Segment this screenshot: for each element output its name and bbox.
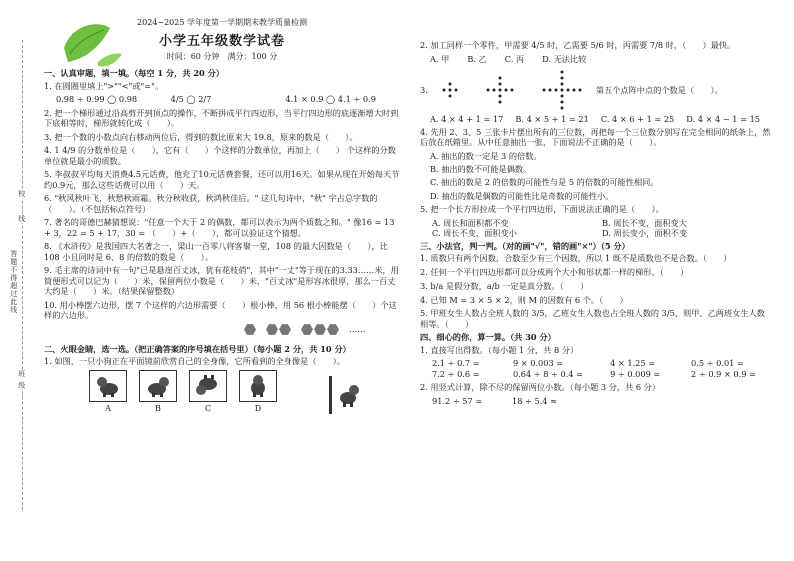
choice[interactable]: C. 4 × 6 + 1 = 25 [600, 113, 675, 124]
hexagon-icon [266, 324, 278, 336]
calc-item[interactable]: 0.64 ÷ 8 ÷ 0.4 = [512, 368, 583, 379]
mirror-label: C [204, 404, 212, 413]
calc-item[interactable]: 4 × 1.25 = [610, 358, 656, 369]
question-2-1: 1. 如图，一只小狗正在平面镜前欣赏自己的全身像，它所看到的全身像是（ ）。 [44, 355, 346, 366]
binding-label-class: 班 级 [17, 370, 26, 390]
hexagon-icon [314, 324, 326, 336]
mirror-reference [329, 376, 366, 414]
hexagon-group-3 [301, 324, 339, 336]
choice[interactable]: C. 丙 [504, 53, 525, 64]
question-1-7: 7. 著名的哥德巴赫猜想说："任意一个大于 2 的偶数，都可以表示为两个质数之和。" 像16 = 13 + 3，22 = 5 + 17，30 = （ ）+（ ），都可以验证这个猜想。 [44, 217, 395, 238]
exam-meta: 时间：60 分钟 满分：100 分 [166, 52, 278, 62]
question-1-1: 1. 在圆圈里填上">""<"或"="。 [44, 80, 164, 91]
judge-3: 3. b/a 是假分数，a/b 一定是真分数。（ ） [420, 280, 589, 291]
mirror-option-b[interactable] [139, 370, 177, 414]
right-column [420, 40, 772, 409]
mirror-options [44, 370, 400, 414]
binding-label-line: 线 [17, 215, 26, 223]
choice[interactable]: D. 无法比较 [542, 53, 587, 64]
calc-item[interactable]: 18 ÷ 5.4 ≈ [512, 395, 557, 406]
dog-icon [89, 370, 127, 402]
mirror-label: D [254, 404, 262, 413]
choice[interactable]: B. 抽出的数不可能是偶数。 [430, 164, 532, 174]
calc-2: 2. 用竖式计算，除不尽的保留两位小数。（每小题 3 分，共 6 分） [420, 381, 661, 392]
mirror-label: B [155, 404, 161, 413]
judge-2: 2. 任何一个平行四边形都可以分成两个大小和形状都一样的梯形。（ ） [420, 267, 689, 277]
hexagon-ellipsis: …… [349, 324, 366, 335]
question-2-5: 5. 把一个长方形拉成一个平行四边形，下面说法正确的是（ ）。 [420, 203, 664, 214]
calc-item[interactable]: 7.2 ÷ 0.6 = [432, 368, 480, 379]
binding-label-warning: 答题不得超过此线 [9, 250, 18, 314]
exam-subtitle: 2024~2025 学年度第一学期期末教学质量检测 [137, 18, 307, 27]
dog-icon [139, 370, 177, 402]
choice[interactable]: A. 抽出的数一定是 3 的倍数。 [430, 150, 542, 161]
binding-label-school: 校 [17, 190, 26, 198]
choice[interactable]: A. 甲 [430, 53, 450, 64]
dog-icon [239, 370, 277, 402]
compare-item[interactable]: 4/5 ◯ 2/7 [170, 94, 212, 105]
section-4-title: 四、细心的你，算一算。（共 30 分） [420, 332, 556, 343]
mirror-option-a[interactable] [89, 370, 127, 414]
calc-item[interactable]: 0.5 ÷ 0.01 = [691, 358, 744, 369]
calc-item[interactable]: 9 ÷ 0.009 = [610, 368, 661, 379]
question-2-3-number: 3. [420, 84, 428, 95]
choice[interactable]: D. 抽出的数是偶数的可能性比是奇数的可能性小。 [430, 190, 614, 201]
question-1-3: 3. 把一个数的小数点向右移动两位后，得到的数比原来大 19.8，原来的数是（ ）。 [44, 131, 358, 142]
binding-dashed-line [22, 40, 23, 510]
question-1-10: 10. 用小棒摆六边形，摆 7 个这样的六边形需要（ ）根小棒，用 56 根小棒能摆（ ）个这样的六边形。 [44, 299, 397, 320]
choice[interactable]: C. 抽出的数是 2 的倍数的可能性与是 5 的倍数的可能性相同。 [430, 177, 659, 188]
compare-item[interactable]: 0.98 ÷ 0.99 ◯ 0.98 [56, 94, 138, 105]
calc-item[interactable]: 2.1 ÷ 0.7 = [432, 358, 480, 369]
dot-pattern-3 [542, 70, 582, 110]
question-2-3 [420, 70, 772, 110]
dot-pattern-1 [442, 82, 458, 98]
question-1-4-line1: 4. 1 4/9 的分数单位是（ ），它有（ ）个这样的分数单位，再加上（ ） [44, 145, 345, 156]
hexagon-group-2 [266, 324, 291, 336]
judge-1: 1. 质数只有两个因数，合数至少有三个因数，所以 1 既不是质数也不是合数。（ ） [420, 253, 732, 264]
hexagon-icon [301, 324, 313, 336]
choice[interactable]: B. 乙 [467, 53, 487, 64]
question-1-6: 6. "秋风秋叶飞，秋愁秋雨霜。秋分秋收获，秋鸿秋佳后。" 这几句诗中，"秋" 字占总字数的（ ）。（不包括标点符号） [44, 193, 378, 214]
question-2-4: 4. 先用 2、3、5 三张卡片摆出所有的三位数，再把每一个三位数分别写在完全相同的纸条上，然后放在纸箱里。从中任意抽出一张，下面说法不正确的是（ ）。 [420, 126, 771, 147]
question-2-3-choices [420, 114, 772, 124]
dog-icon [189, 370, 227, 402]
mirror-icon [329, 376, 366, 414]
choice[interactable]: C. 周长不变，面积变小 [432, 227, 517, 238]
hexagon-group-1 [244, 324, 256, 336]
section-3-title: 三、小法官，判一判。（对的画"√"，错的画"×"）（5 分） [420, 241, 630, 251]
question-1-8: 8. 《水浒传》是我国四大名著之一，梁山一百零八将客聚一堂，108 的最大因数是（ ），比 108 小且同时是 6、8 的倍数的数是（ ）。 [44, 241, 388, 262]
hexagon-icon [327, 324, 339, 336]
question-2-2: 2. 加工同样一个零件，甲需要 4/5 时，乙需要 5/6 时，丙需要 7/8 时，（ ）最快。 [420, 40, 736, 50]
judge-5: 5. 甲班女生人数占全班人数的 3/5，乙班女生人数也占全班人数的 3/5，则甲、乙两班女生人数相等。（ ） [420, 308, 765, 329]
binding-margin [8, 40, 34, 510]
hexagon-icon [279, 324, 291, 336]
choice[interactable]: A. 周长和面积都不变 [432, 217, 509, 228]
hexagon-icon [244, 324, 256, 336]
question-1-2: 2. 把一个梯形通过沿高剪开到顶点的操作，不断拼成平行四边形，当平行四边形的底逐渐增大时到下底相等时，梯形就转化成（ ）。 [44, 107, 399, 128]
hexagon-pattern [44, 324, 400, 336]
question-2-5-choices [420, 218, 772, 239]
question-1-4 [44, 145, 400, 166]
calc-2-items [420, 396, 592, 406]
compare-items [44, 94, 400, 104]
calc-item[interactable]: 9 × 0.003 = [512, 358, 564, 369]
question-1-5: 5. 李叔叔平均每天消费4.5元话费，他充了10元话费套餐，还可以用16天。如果从现在开始每天节约0.9元，那么这些话费可以用（ ）天。 [44, 169, 400, 190]
choice[interactable]: A. 4 × 4 + 1 = 17 [430, 113, 504, 124]
calc-item[interactable]: 2 ÷ 0.9 × 0.9 = [691, 368, 756, 379]
judge-4: 4. 已知 M = 3 × 5 × 2，则 M 的因数有 6 个。（ ） [420, 294, 628, 305]
calc-1-items [420, 358, 772, 379]
exam-title: 小学五年级数学试卷 [158, 34, 285, 49]
question-2-2-choices [420, 54, 772, 64]
section-2-title: 二、火眼金睛，选一选。（把正确答案的序号填在括号里）（每小题 2 分，共 10 分） [44, 343, 351, 354]
choice[interactable]: B. 周长不变，面积变大 [602, 217, 687, 228]
left-column [44, 18, 400, 414]
choice[interactable]: D. 4 × 4 − 1 = 15 [686, 113, 760, 124]
exam-header [44, 18, 400, 62]
mirror-option-d[interactable] [239, 370, 277, 414]
mirror-label: A [105, 404, 111, 413]
section-1-title: 一、认真审题，填一填。（每空 1 分，共 20 分） [44, 68, 224, 79]
question-1-9: 9. 毛主席的诗词中有一句"已是悬崖百丈冰，犹有花枝俏"，其中"一丈"等于现在的3.33……米，用简便形式可以记为（ ）米，保留两位小数是（ ）米，"百丈冰"是形容冰很厚，那么一百丈大约是（ ）米。（结果保留整数） [44, 265, 399, 296]
question-2-3-text: 第五个点阵中点的个数是（ ）。 [595, 84, 723, 95]
calc-item[interactable]: 91.2 ÷ 57 = [432, 395, 483, 406]
compare-item[interactable]: 4.1 × 0.9 ◯ 4.1 ÷ 0.9 [285, 94, 376, 105]
dot-pattern-2 [486, 76, 514, 104]
calc-1: 1. 直接写出得数。（每小题 1 分，共 8 分） [420, 344, 579, 355]
question-1-4-line2: 个这样的分数单位就是最小的质数。 [44, 145, 396, 166]
mirror-option-c[interactable] [189, 370, 227, 414]
choice[interactable]: D. 周长变小，面积不变 [602, 227, 688, 238]
choice[interactable]: B. 4 × 5 + 1 = 21 [515, 113, 589, 124]
